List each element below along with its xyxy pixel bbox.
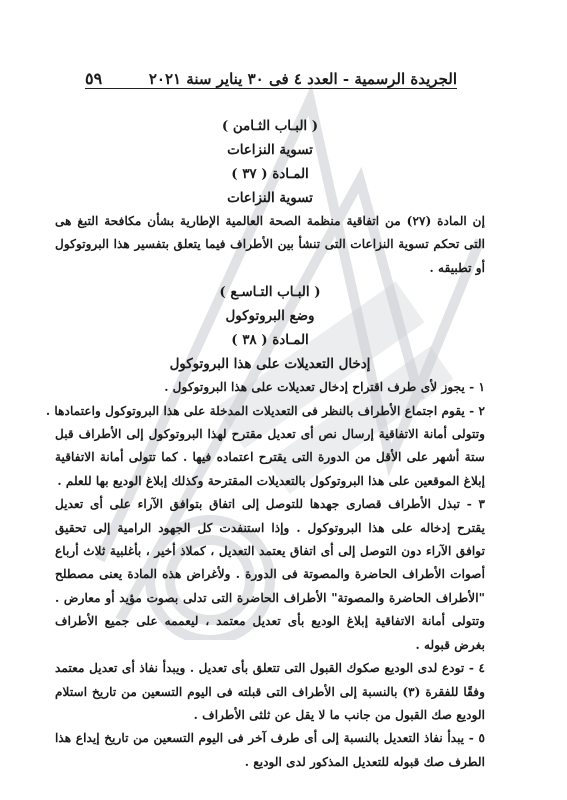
document-body xyxy=(45,114,486,774)
paragraph-5: ٥ - يبدأ نفاذ التعديل بالنسبة إلى أى طرف آخر فى اليوم التسعين من تاريخ إيداع هذا الطرف صك قبوله للتعديل المذكور لدى الوديع . xyxy=(55,731,485,769)
page-header xyxy=(85,62,457,89)
paragraph-2b: وتتولى أمانة الاتفاقية إرسال نص أى تعديل مقترح لهذا البروتوكول إلى الأطراف قبل ستة أشهر على الأقل من الدورة التى يقترح اعتماده فيها . كما تتولى أمانة الاتفاقية إبلاغ الموقعين على هذا البروتوكول بالتعديلات المقترحة وكذلك إبلاغ الوديع بها للعلم . xyxy=(55,427,485,488)
article38-title: إدخال التعديلات على هذا البروتوكول xyxy=(169,356,371,373)
paragraph-3: ٣ - تبذل الأطراف قصارى جهدها للتوصل إلى اتفاق بتوافق الآراء على أى تعديل يقترح إدخاله على هذا البروتوكول . وإذا استنفدت كل الجهود الرامية إلى تحقيق توافق الآراء دون التوصل إلى أى اتفاق يعتمد التعديل ، كملاذ أخير ، بأغلبية ثلاث أرباع أصوات الأطراف الحاضرة والمصوتة فى الدورة . ولأغراض هذه المادة يعنى مصطلح "الأطراف الحاضرة والمصوتة" الأطراف الحاضرة التى تدلى بصوت مؤيد أو معارض . وتتولى أمانة الاتفاقية إبلاغ الوديع بأى تعديل معتمد ، ليعممه على جميع الأطراف بغرض قبوله . xyxy=(55,497,485,652)
paragraph-1: ١ - يجوز لأى طرف اقتراح إدخال تعديلات على هذا البروتوكول . xyxy=(164,380,485,395)
part9-heading: ( البـاب التـاسـع ) xyxy=(219,284,321,301)
article37-text: إن المادة (٢٧) من اتفاقية منظمة الصحة العالمية الإطارية بشأن مكافحة التبغ هى التى تحكم تسوية النزاعات التى تنشأ بين الأطراف فيما يتعلق بتفسير هذا البروتوكول أو تطبيقه . xyxy=(55,214,485,275)
part8-heading: ( البـاب الثـامن ) xyxy=(221,118,319,134)
journal-title: الجريدة الرسمية - العدد ٤ فى ٣٠ يناير سنة ٢٠٢١ xyxy=(148,70,457,88)
part8-title: تسوية النزاعات xyxy=(227,142,313,158)
part9-title: وضع البروتوكول xyxy=(225,308,315,325)
page-number: ٥٩ xyxy=(85,69,103,88)
paragraph-2: ٢ - يقوم اجتماع الأطراف بالنظر فى التعديلات المدخلة على هذا البروتوكول واعتمادها . xyxy=(45,403,485,418)
paragraph-4: ٤ - تودع لدى الوديع صكوك القبول التى تتعلق بأى تعديل . ويبدأ نفاذ أى تعديل معتمد وفقًا للفقرة (٣) بالنسبة إلى الأطراف التى قبلته فى اليوم التسعين من تاريخ استلام الوديع صك القبول من جانب ما لا يقل عن ثلثى الأطراف . xyxy=(55,661,486,722)
article37-heading: المـادة ( ٣٧ ) xyxy=(231,166,309,182)
article37-title: تسوية النزاعات xyxy=(227,190,313,206)
article38-heading: المـادة ( ٣٨ ) xyxy=(231,332,309,349)
